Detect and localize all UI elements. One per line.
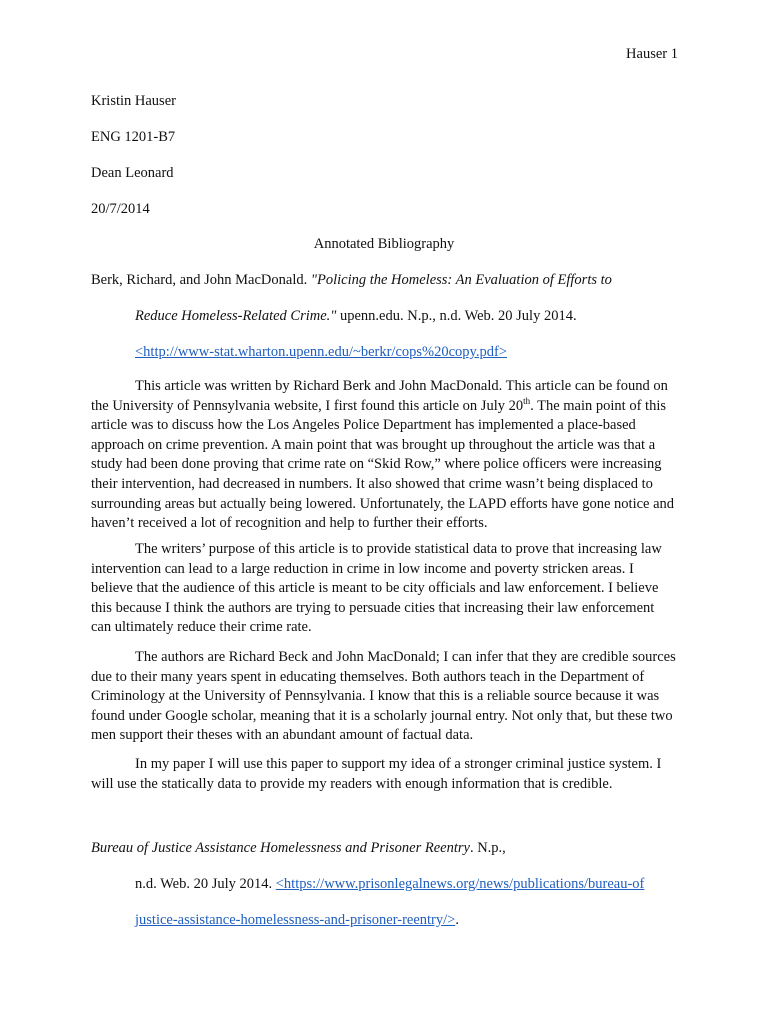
citation-2-end: . bbox=[455, 912, 459, 928]
citation-1-title-part-1: "Policing the Homeless: An Evaluation of Efforts to bbox=[310, 272, 612, 288]
annotation-paragraph-2 bbox=[91, 540, 677, 638]
citation-1-line-2 bbox=[135, 308, 577, 325]
citation-1-url-link[interactable]: <http://www-stat.wharton.upenn.edu/~berkr/cops%20copy.pdf> bbox=[135, 344, 507, 360]
citation-2-url-link-part-1[interactable]: <https://www.prisonlegalnews.org/news/publications/bureau-of bbox=[275, 876, 645, 892]
citation-2-publication-2: n.d. Web. 20 July 2014. bbox=[135, 876, 276, 892]
citation-2-publication-1: . N.p., bbox=[469, 840, 506, 856]
citation-2-line-2 bbox=[135, 876, 644, 893]
ordinal-suffix: th bbox=[523, 395, 531, 406]
annotation-paragraph-4-text: In my paper I will use this paper to support my idea of a stronger criminal justice system. I will use the statically data to provide my readers with enough information that is credible. bbox=[91, 756, 662, 792]
annotation-paragraph-3 bbox=[91, 648, 677, 746]
citation-2-line-1 bbox=[91, 840, 506, 857]
annotation-paragraph-2-text: The writers’ purpose of this article is to provide statistical data to prove that increasing law intervention can lead to a large reduction in crime in low income and poverty stricken areas. I believe that the audience of this article is meant to be city officials and law enforcement. I believe this because I think the authors are trying to persuade cities that increasing their law enforcement can ultimately reduce their crime rate. bbox=[91, 541, 662, 636]
instructor-name: Dean Leonard bbox=[91, 165, 174, 181]
page-title: Annotated Bibliography bbox=[313, 236, 455, 252]
citation-1-line-1 bbox=[91, 272, 612, 289]
citation-1-title-part-2: Reduce Homeless-Related Crime." bbox=[135, 308, 337, 324]
citation-1-publication: upenn.edu. N.p., n.d. Web. 20 July 2014. bbox=[336, 308, 577, 324]
course-code: ENG 1201-B7 bbox=[91, 129, 176, 145]
citation-2-url-link-part-2[interactable]: justice-assistance-homelessness-and-prisoner-reentry/> bbox=[135, 912, 456, 928]
citation-1-authors: Berk, Richard, and John MacDonald. bbox=[91, 272, 308, 288]
annotation-paragraph-4 bbox=[91, 755, 677, 794]
citation-2-title: Bureau of Justice Assistance Homelessness and Prisoner Reentry bbox=[91, 840, 470, 856]
citation-1-line-3 bbox=[135, 344, 507, 361]
citation-2-line-3 bbox=[135, 912, 459, 929]
student-name: Kristin Hauser bbox=[91, 93, 176, 109]
annotation-paragraph-1 bbox=[91, 377, 677, 534]
paper-date: 20/7/2014 bbox=[91, 201, 150, 217]
annotation-paragraph-1-text-b: . The main point of this article was to discuss how the Los Angeles Police Department has implemented a place-based approach on crime prevention. A main point that was brought up throughout the article was that a study had been done proving that crime rate on “Skid Row,” where police officers were increasing their intervention, had decreased in numbers. It also showed that crime wasn’t being displaced to surrounding areas but actually being lowered. Unfortunately, the LAPD efforts have gone notice and haven’t received a lot of recognition and help to further their efforts. bbox=[91, 397, 675, 532]
running-head: Hauser 1 bbox=[626, 46, 678, 62]
annotation-paragraph-1-text-a: This article was written by Richard Berk and John MacDonald. This article can be found on the University of Pennsylvania website, I first found this article on July 20 bbox=[91, 378, 668, 414]
annotation-paragraph-3-text: The authors are Richard Beck and John MacDonald; I can infer that they are credible sources due to their many years spent in educating themselves. Both authors teach in the Department of Criminology at the University of Pennsylvania. I know that this is a reliable source because it was found under Google scholar, meaning that it is a scholarly journal entry. Not only that, but these two men support their theses with an abundant amount of factual data. bbox=[91, 649, 676, 744]
